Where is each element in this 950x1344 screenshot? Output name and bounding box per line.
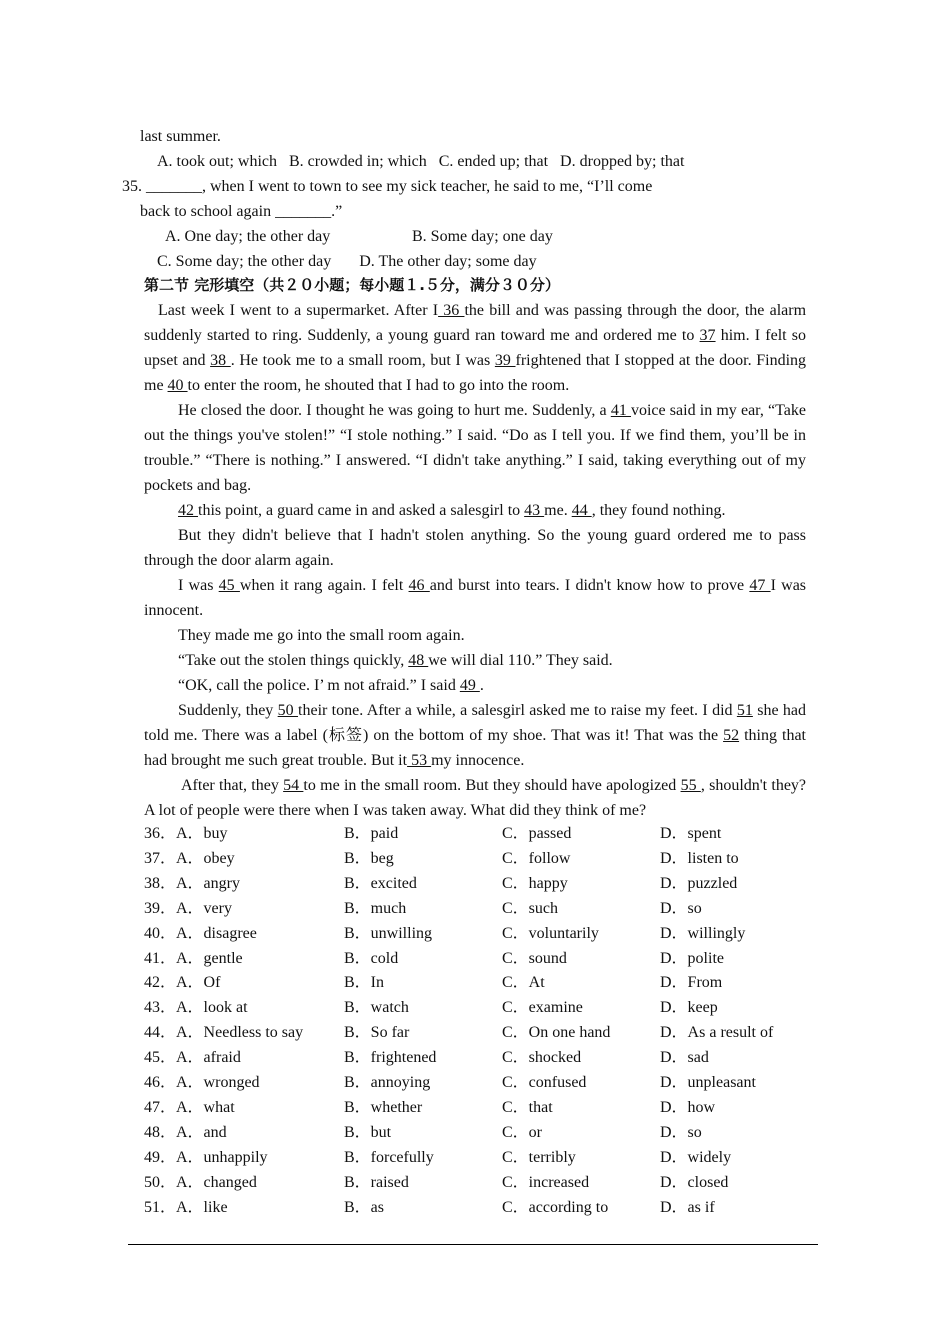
- option-b: B．paid: [344, 825, 399, 842]
- blank-39: 39: [494, 352, 516, 369]
- option-a: A．disagree: [176, 925, 257, 942]
- option-c: C．shocked: [502, 1049, 582, 1066]
- option-number: 47．: [144, 1099, 177, 1116]
- option-number: 36．: [144, 825, 177, 842]
- option-number: 40．: [144, 925, 177, 942]
- option-c: C．according to: [502, 1199, 609, 1216]
- option-number: 49．: [144, 1149, 177, 1166]
- option-number: 37．: [144, 850, 177, 867]
- passage-paragraph-1: Last week I went to a supermarket. After I 36 the bill and was passing through the door, the alarm suddenly started to ring. Suddenly, a young guard ran toward me and ordered me to 37 him. I felt so upset and 38 . He took me to a small room, but I was 39 frightened that I stopped at the door. Finding me 40 to enter the room, he shouted that I had to go into the room.: [144, 302, 807, 394]
- blank-41: 41: [610, 402, 631, 419]
- option-a: A．and: [176, 1124, 227, 1141]
- passage-paragraph-6: They made me go into the small room again.: [178, 627, 465, 644]
- option-d: D．closed: [660, 1174, 729, 1191]
- option-b: B．as: [344, 1199, 385, 1216]
- option-c: C．sound: [502, 950, 567, 967]
- option-b: B．unwilling: [344, 925, 433, 942]
- passage-paragraph-10: After that, they 54 to me in the small room. But they should have apologized 55 , shouldn't they? A lot of people were there when I was taken away. What did they think of me?: [144, 777, 807, 819]
- passage-paragraph-4: But they didn't believe that I hadn't stolen anything. So the young guard ordered me to pass through the door alarm again.: [144, 527, 806, 569]
- blank-46: 46: [408, 577, 430, 594]
- option-a: A．afraid: [176, 1049, 241, 1066]
- option-c: C．terribly: [502, 1149, 576, 1166]
- passage-paragraph-2: He closed the door. I thought he was going to hurt me. Suddenly, a 41 voice said in my ear, “Take out the things you've stolen!” “I stole nothing.” I said. “Do as I tell you. If we find them, you’ll be in trouble.” “There is nothing.” I answered. “I didn't take anything.” I said, taking everything out of my pockets and bag.: [144, 402, 806, 494]
- option-a: A．look at: [176, 999, 248, 1016]
- option-b: B．much: [344, 900, 407, 917]
- blank-45: 45: [218, 577, 240, 594]
- q35-option-b: B. Some day; one day: [412, 228, 553, 245]
- blank-53: 53: [407, 752, 432, 769]
- passage-paragraph-5: I was 45 when it rang again. I felt 46 and burst into tears. I didn't know how to prove 47 I was innocent.: [144, 577, 807, 619]
- option-d: D．puzzled: [660, 875, 738, 892]
- q34-stem-end: last summer.: [140, 128, 221, 145]
- option-d: D．willingly: [660, 925, 746, 942]
- option-number: 46．: [144, 1074, 177, 1091]
- blank-44: 44: [571, 502, 592, 519]
- option-d: D．listen to: [660, 850, 739, 867]
- option-a: A．angry: [176, 875, 240, 892]
- option-b: B．cold: [344, 950, 399, 967]
- option-b: B．forcefully: [344, 1149, 434, 1166]
- q35-stem-line1: [122, 177, 652, 197]
- option-number: 38．: [144, 875, 177, 892]
- q35-stem-text: _______, when I went to town to see my sick teacher, he said to me, “I’ll come: [142, 178, 653, 195]
- option-a: A．what: [176, 1099, 235, 1116]
- option-d: D．how: [660, 1099, 716, 1116]
- option-b: B．frightened: [344, 1049, 437, 1066]
- passage-paragraph-8: “OK, call the police. I’ m not afraid.” I said 49 .: [178, 677, 484, 694]
- option-d: D．keep: [660, 999, 718, 1016]
- blank-55: 55: [680, 777, 701, 794]
- option-c: C．or: [502, 1124, 543, 1141]
- option-a: A．like: [176, 1199, 228, 1216]
- option-c: C．voluntarily: [502, 925, 599, 942]
- option-c: C．examine: [502, 999, 583, 1016]
- option-number: 50．: [144, 1174, 177, 1191]
- footer-divider: [128, 1244, 818, 1245]
- option-number: 39．: [144, 900, 177, 917]
- blank-37: 37: [699, 327, 716, 344]
- blank-54: 54: [283, 777, 304, 794]
- option-a: A．Needless to say: [176, 1024, 304, 1041]
- option-d: D．As a result of: [660, 1024, 774, 1041]
- passage-paragraph-3: 42 this point, a guard came in and asked a salesgirl to 43 me. 44 , they found nothing.: [178, 502, 726, 519]
- q35-number: 35.: [122, 178, 142, 195]
- option-a: A．changed: [176, 1174, 257, 1191]
- option-c: C．On one hand: [502, 1024, 611, 1041]
- option-d: D．widely: [660, 1149, 732, 1166]
- option-d: D．polite: [660, 950, 724, 967]
- option-c: C．passed: [502, 825, 572, 842]
- blank-38: 38: [210, 352, 231, 369]
- blank-51: 51: [736, 702, 753, 719]
- option-b: B．excited: [344, 875, 417, 892]
- option-c: C．happy: [502, 875, 568, 892]
- option-a: A．Of: [176, 974, 221, 991]
- option-b: B．beg: [344, 850, 394, 867]
- option-b: B．In: [344, 974, 385, 991]
- q35-stem-line2: back to school again _______.”: [140, 203, 343, 220]
- option-b: B．watch: [344, 999, 409, 1016]
- option-d: D．as if: [660, 1199, 715, 1216]
- option-number: 44．: [144, 1024, 177, 1041]
- blank-49: 49: [459, 677, 480, 694]
- option-number: 43．: [144, 999, 177, 1016]
- option-a: A．buy: [176, 825, 228, 842]
- blank-40: 40: [167, 377, 188, 394]
- blank-52: 52: [723, 727, 740, 744]
- option-b: B．raised: [344, 1174, 409, 1191]
- option-d: D．so: [660, 900, 702, 917]
- option-number: 41．: [144, 950, 177, 967]
- option-c: C．confused: [502, 1074, 587, 1091]
- blank-47: 47: [749, 577, 771, 594]
- blank-42: 42: [178, 502, 198, 519]
- option-b: B．whether: [344, 1099, 423, 1116]
- blank-36: 36: [438, 302, 465, 319]
- blank-43: 43: [524, 502, 545, 519]
- option-d: D．unpleasant: [660, 1074, 756, 1091]
- q35-options-cd: C. Some day; the other day D. The other day; some day: [157, 253, 537, 270]
- option-d: D．sad: [660, 1049, 709, 1066]
- option-a: A．unhappily: [176, 1149, 268, 1166]
- option-c: C．follow: [502, 850, 571, 867]
- option-number: 42．: [144, 974, 177, 991]
- passage-paragraph-7: “Take out the stolen things quickly, 48 we will dial 110.” They said.: [178, 652, 613, 669]
- option-number: 45．: [144, 1049, 177, 1066]
- option-a: A．very: [176, 900, 232, 917]
- option-b: B．but: [344, 1124, 392, 1141]
- option-a: A．wronged: [176, 1074, 260, 1091]
- option-d: D．so: [660, 1124, 702, 1141]
- option-d: D．spent: [660, 825, 722, 842]
- option-a: A．obey: [176, 850, 235, 867]
- option-b: B．annoying: [344, 1074, 431, 1091]
- option-c: C．such: [502, 900, 559, 917]
- option-c: C．At: [502, 974, 545, 991]
- q34-options: A. took out; which B. crowded in; which C. ended up; that D. dropped by; that: [157, 153, 685, 170]
- option-c: C．increased: [502, 1174, 590, 1191]
- option-c: C．that: [502, 1099, 553, 1116]
- section-title: 第二节 完形填空（共２０小题；每小题１.５分，满分３０分）: [144, 276, 560, 294]
- option-d: D．From: [660, 974, 723, 991]
- q35-option-a: A. One day; the other day: [165, 228, 331, 245]
- option-number: 51．: [144, 1199, 177, 1216]
- blank-50: 50: [277, 702, 299, 719]
- blank-48: 48: [408, 652, 429, 669]
- option-b: B．So far: [344, 1024, 410, 1041]
- passage-paragraph-9: Suddenly, they 50 their tone. After a while, a salesgirl asked me to raise my feet. I did 51 she had told me. There was a label (标签) on the bottom of my shoe. That was it! That was the 52 thing that had brought me such great trouble. But it 53 my innocence.: [144, 702, 807, 769]
- option-number: 48．: [144, 1124, 177, 1141]
- cloze-passage: [144, 298, 806, 823]
- option-a: A．gentle: [176, 950, 243, 967]
